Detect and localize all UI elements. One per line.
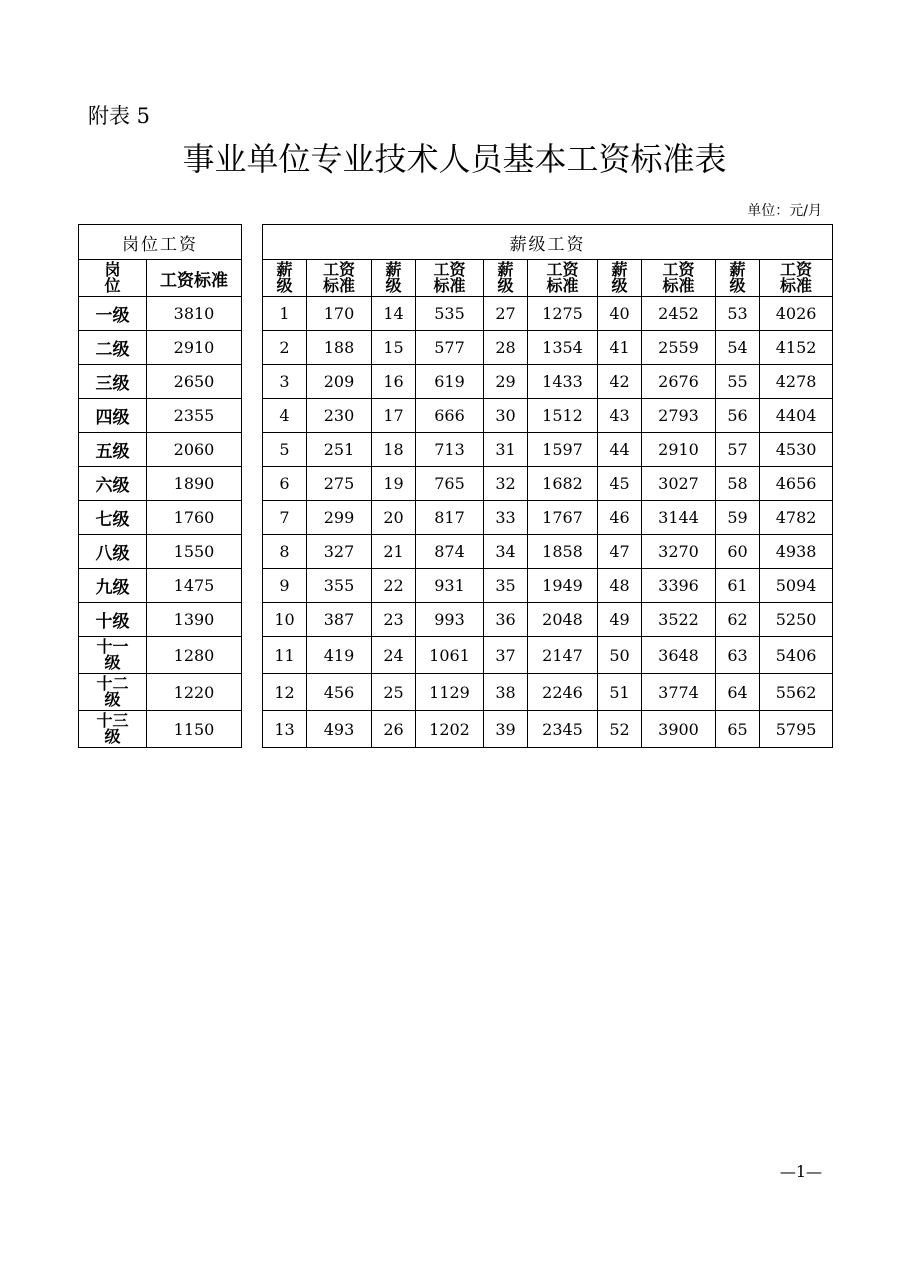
table-row (263, 637, 833, 674)
grade-salary: 4530 (760, 433, 833, 467)
grade-number: 18 (372, 433, 416, 467)
grade-salary: 1354 (528, 331, 598, 365)
grade-salary: 1682 (528, 467, 598, 501)
grade-salary: 4938 (760, 535, 833, 569)
grade-number: 56 (716, 399, 760, 433)
grade-salary: 3027 (642, 467, 716, 501)
post-salary: 2910 (147, 331, 242, 365)
table-row (263, 603, 833, 637)
grade-number: 23 (372, 603, 416, 637)
grade-salary: 2559 (642, 331, 716, 365)
grade-number: 49 (598, 603, 642, 637)
grade-number: 38 (484, 674, 528, 711)
table-row (263, 501, 833, 535)
grade-number: 9 (263, 569, 307, 603)
grade-salary: 5094 (760, 569, 833, 603)
grade-salary: 2345 (528, 711, 598, 748)
grade-salary: 3270 (642, 535, 716, 569)
post-salary: 1390 (147, 603, 242, 637)
grade-number: 59 (716, 501, 760, 535)
grade-salary: 4152 (760, 331, 833, 365)
grade-salary: 4404 (760, 399, 833, 433)
table-row (79, 399, 242, 433)
table-row (263, 365, 833, 399)
grade-number: 17 (372, 399, 416, 433)
post-salary-table (78, 224, 242, 748)
grade-salary: 1858 (528, 535, 598, 569)
grade-number: 63 (716, 637, 760, 674)
header-grade-standard: 工资 标准 (416, 260, 484, 297)
grade-number: 33 (484, 501, 528, 535)
post-level: 九级 (79, 569, 147, 603)
post-salary: 1280 (147, 637, 242, 674)
grade-salary: 577 (416, 331, 484, 365)
grade-salary: 170 (307, 297, 372, 331)
post-level: 五级 (79, 433, 147, 467)
grade-number: 37 (484, 637, 528, 674)
document-title: 事业单位专业技术人员基本工资标准表 (182, 140, 727, 178)
table-row (263, 674, 833, 711)
post-level: 二级 (79, 331, 147, 365)
grade-number: 15 (372, 331, 416, 365)
grade-number: 8 (263, 535, 307, 569)
grade-salary: 1275 (528, 297, 598, 331)
grade-number: 13 (263, 711, 307, 748)
post-level: 八级 (79, 535, 147, 569)
post-level: 七级 (79, 501, 147, 535)
table-row (79, 467, 242, 501)
grade-salary: 355 (307, 569, 372, 603)
grade-salary: 5406 (760, 637, 833, 674)
post-table-caption: 岗位工资 (79, 225, 242, 260)
table-row (263, 433, 833, 467)
header-post: 岗 位 (79, 260, 147, 297)
grade-salary: 2147 (528, 637, 598, 674)
table-row (79, 603, 242, 637)
grade-number: 50 (598, 637, 642, 674)
grade-number: 24 (372, 637, 416, 674)
grade-number: 55 (716, 365, 760, 399)
grade-salary: 993 (416, 603, 484, 637)
grade-number: 16 (372, 365, 416, 399)
grade-number: 19 (372, 467, 416, 501)
grade-number: 53 (716, 297, 760, 331)
post-level: 十级 (79, 603, 147, 637)
grade-number: 1 (263, 297, 307, 331)
grade-number: 42 (598, 365, 642, 399)
table-row (79, 569, 242, 603)
grade-number: 2 (263, 331, 307, 365)
grade-number: 51 (598, 674, 642, 711)
grade-salary: 3648 (642, 637, 716, 674)
grade-salary: 419 (307, 637, 372, 674)
grade-number: 35 (484, 569, 528, 603)
page-number: —1— (779, 1162, 822, 1181)
post-salary: 1890 (147, 467, 242, 501)
grade-salary: 1129 (416, 674, 484, 711)
grade-number: 27 (484, 297, 528, 331)
grade-salary: 1202 (416, 711, 484, 748)
table-row (263, 569, 833, 603)
table-row (79, 711, 242, 748)
table-row (263, 711, 833, 748)
grade-number: 6 (263, 467, 307, 501)
grade-number: 3 (263, 365, 307, 399)
grade-salary: 1512 (528, 399, 598, 433)
post-salary: 1760 (147, 501, 242, 535)
grade-salary: 4278 (760, 365, 833, 399)
header-grade-standard: 工资 标准 (528, 260, 598, 297)
grade-salary: 619 (416, 365, 484, 399)
grade-number: 64 (716, 674, 760, 711)
grade-salary: 4782 (760, 501, 833, 535)
post-salary: 1150 (147, 711, 242, 748)
grade-number: 39 (484, 711, 528, 748)
grade-number: 5 (263, 433, 307, 467)
table-row (79, 433, 242, 467)
grade-number: 57 (716, 433, 760, 467)
table-row (263, 297, 833, 331)
header-grade-standard: 工资 标准 (642, 260, 716, 297)
header-grade: 薪 级 (716, 260, 760, 297)
grade-salary: 275 (307, 467, 372, 501)
grade-number: 31 (484, 433, 528, 467)
grade-number: 20 (372, 501, 416, 535)
table-row (263, 535, 833, 569)
grade-salary: 299 (307, 501, 372, 535)
grade-number: 62 (716, 603, 760, 637)
grade-number: 4 (263, 399, 307, 433)
post-level: 三级 (79, 365, 147, 399)
table-row (79, 674, 242, 711)
grade-salary: 2793 (642, 399, 716, 433)
grade-number: 11 (263, 637, 307, 674)
grade-salary: 188 (307, 331, 372, 365)
grade-salary: 931 (416, 569, 484, 603)
grade-salary: 1597 (528, 433, 598, 467)
grade-number: 44 (598, 433, 642, 467)
grade-salary: 765 (416, 467, 484, 501)
grade-salary: 666 (416, 399, 484, 433)
grade-number: 21 (372, 535, 416, 569)
grade-table-caption: 薪级工资 (263, 225, 833, 260)
grade-salary: 1767 (528, 501, 598, 535)
post-salary: 1475 (147, 569, 242, 603)
grade-salary: 3396 (642, 569, 716, 603)
grade-number: 36 (484, 603, 528, 637)
table-row (79, 297, 242, 331)
post-level: 六级 (79, 467, 147, 501)
grade-number: 22 (372, 569, 416, 603)
header-post-standard: 工资标准 (147, 260, 242, 297)
grade-salary: 1949 (528, 569, 598, 603)
post-level: 十一 级 (79, 637, 147, 674)
post-level: 四级 (79, 399, 147, 433)
grade-number: 61 (716, 569, 760, 603)
header-grade: 薪 级 (372, 260, 416, 297)
grade-salary: 2048 (528, 603, 598, 637)
grade-salary: 5250 (760, 603, 833, 637)
grade-number: 45 (598, 467, 642, 501)
grade-number: 48 (598, 569, 642, 603)
header-grade-standard: 工资 标准 (307, 260, 372, 297)
grade-number: 40 (598, 297, 642, 331)
post-salary: 2355 (147, 399, 242, 433)
grade-salary: 1433 (528, 365, 598, 399)
grade-number: 52 (598, 711, 642, 748)
grade-salary: 4656 (760, 467, 833, 501)
grade-number: 32 (484, 467, 528, 501)
table-row (79, 331, 242, 365)
table-row (79, 501, 242, 535)
grade-number: 28 (484, 331, 528, 365)
table-row (79, 365, 242, 399)
grade-salary: 2910 (642, 433, 716, 467)
grade-number: 54 (716, 331, 760, 365)
grade-number: 47 (598, 535, 642, 569)
grade-salary: 2676 (642, 365, 716, 399)
grade-number: 29 (484, 365, 528, 399)
post-salary: 1220 (147, 674, 242, 711)
grade-number: 12 (263, 674, 307, 711)
grade-number: 43 (598, 399, 642, 433)
grade-number: 26 (372, 711, 416, 748)
grade-salary: 5562 (760, 674, 833, 711)
table-row (263, 467, 833, 501)
grade-number: 10 (263, 603, 307, 637)
grade-number: 60 (716, 535, 760, 569)
post-salary: 3810 (147, 297, 242, 331)
grade-salary: 2452 (642, 297, 716, 331)
grade-salary: 251 (307, 433, 372, 467)
grade-salary: 456 (307, 674, 372, 711)
post-level: 十三 级 (79, 711, 147, 748)
table-row (263, 331, 833, 365)
grade-salary: 387 (307, 603, 372, 637)
grade-number: 7 (263, 501, 307, 535)
grade-number: 65 (716, 711, 760, 748)
grade-number: 30 (484, 399, 528, 433)
grade-salary: 3144 (642, 501, 716, 535)
grade-salary: 3522 (642, 603, 716, 637)
grade-number: 34 (484, 535, 528, 569)
grade-salary: 5795 (760, 711, 833, 748)
post-salary: 2650 (147, 365, 242, 399)
grade-number: 41 (598, 331, 642, 365)
header-grade: 薪 级 (263, 260, 307, 297)
grade-salary: 3900 (642, 711, 716, 748)
post-level: 一级 (79, 297, 147, 331)
grade-salary: 230 (307, 399, 372, 433)
grade-number: 58 (716, 467, 760, 501)
table-row (79, 637, 242, 674)
grade-salary: 3774 (642, 674, 716, 711)
unit-note: 单位：元/月 (747, 203, 822, 219)
grade-salary: 535 (416, 297, 484, 331)
post-salary: 1550 (147, 535, 242, 569)
grade-salary: 1061 (416, 637, 484, 674)
grade-salary: 493 (307, 711, 372, 748)
grade-salary: 817 (416, 501, 484, 535)
header-grade-standard: 工资 标准 (760, 260, 833, 297)
grade-number: 46 (598, 501, 642, 535)
grade-salary: 2246 (528, 674, 598, 711)
grade-number: 25 (372, 674, 416, 711)
table-row (263, 399, 833, 433)
grade-salary: 209 (307, 365, 372, 399)
grade-salary: 874 (416, 535, 484, 569)
table-row (79, 535, 242, 569)
appendix-label: 附表 5 (88, 104, 151, 128)
grade-salary: 4026 (760, 297, 833, 331)
header-grade: 薪 级 (484, 260, 528, 297)
grade-salary-table (262, 224, 833, 748)
post-level: 十二 级 (79, 674, 147, 711)
grade-salary: 713 (416, 433, 484, 467)
post-salary: 2060 (147, 433, 242, 467)
grade-salary: 327 (307, 535, 372, 569)
grade-number: 14 (372, 297, 416, 331)
header-grade: 薪 级 (598, 260, 642, 297)
